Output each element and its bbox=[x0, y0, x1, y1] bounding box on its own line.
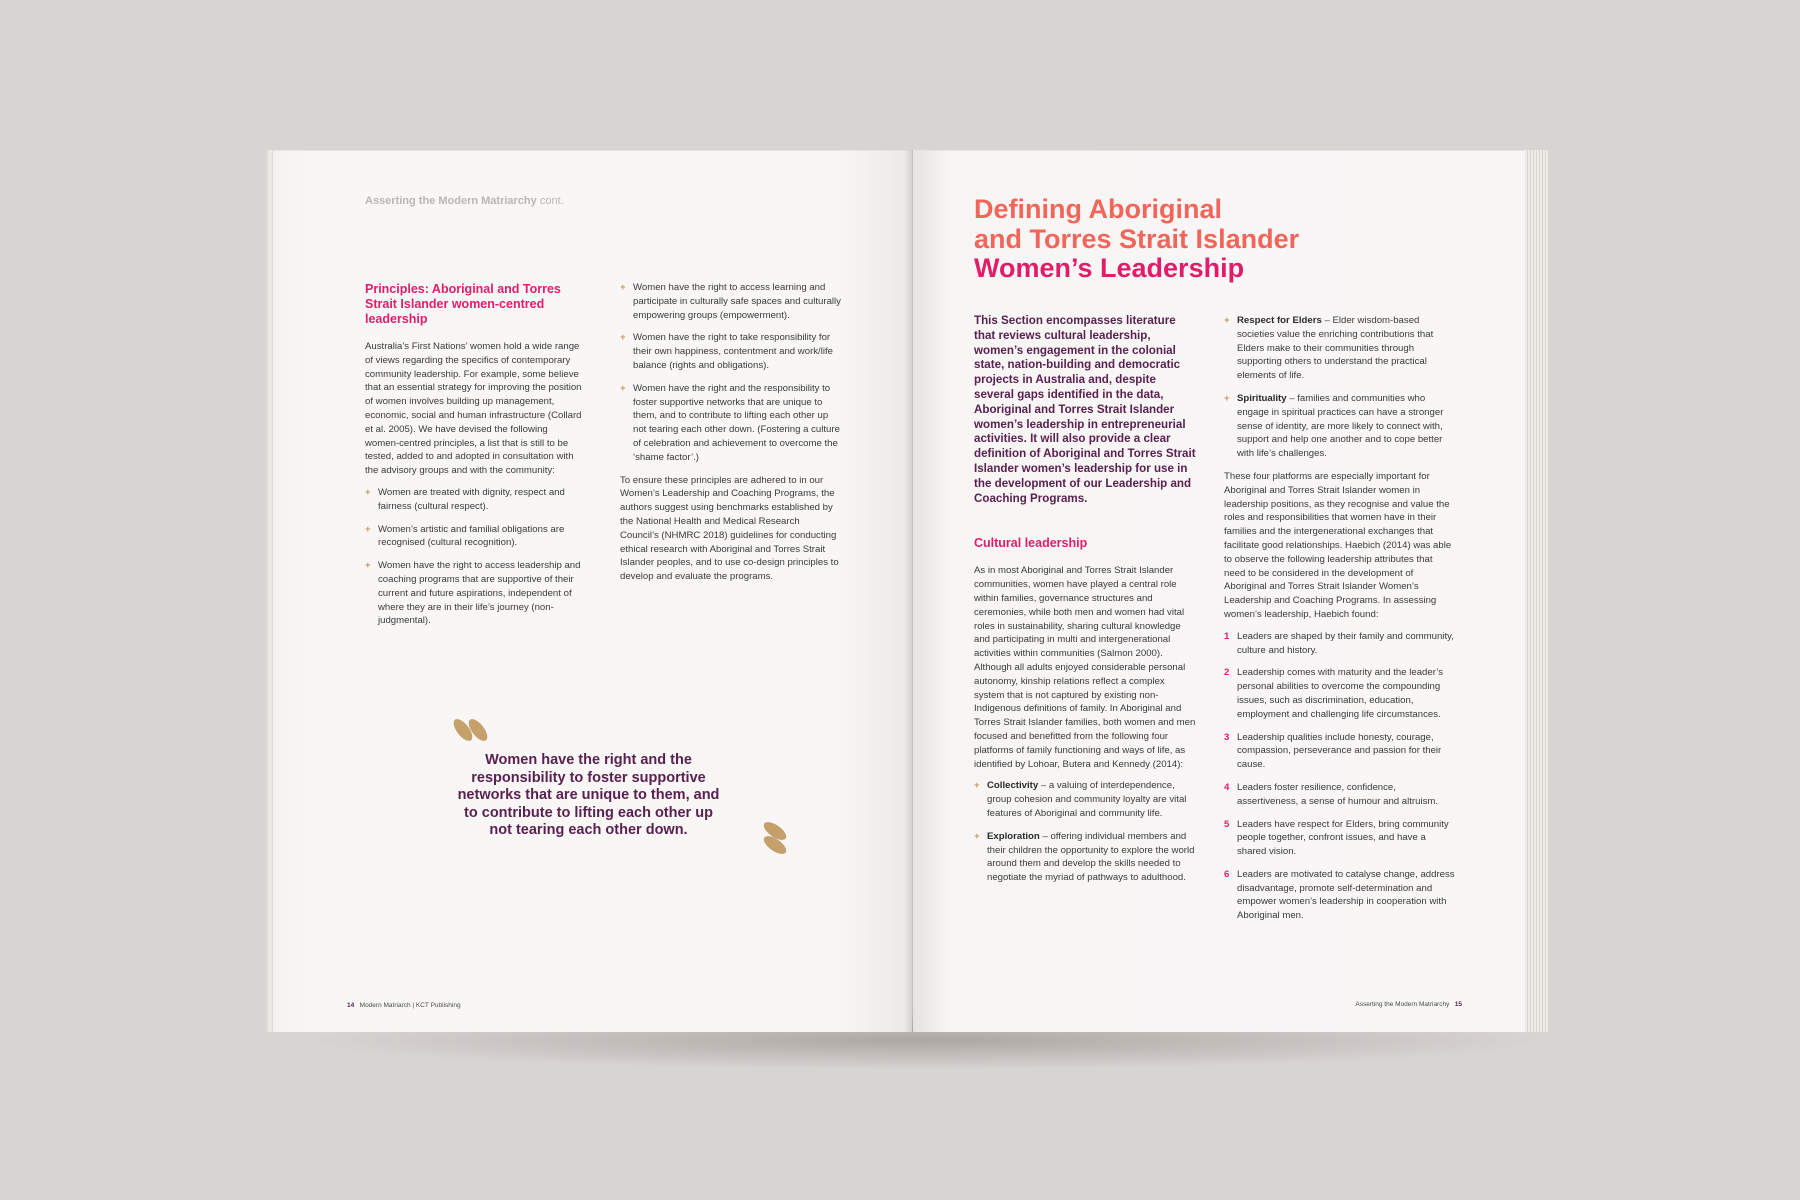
principles-list-2 bbox=[620, 281, 844, 465]
right-footer bbox=[1355, 1001, 1462, 1008]
list-item: 6 Leaders are motivated to catalyse change, address disadvantage, promote self-determination and empower women’s leadership in cooperation with Aboriginal men. bbox=[1224, 868, 1455, 922]
plus-sparkle-icon: + bbox=[365, 486, 371, 498]
attributes-list bbox=[1224, 630, 1456, 923]
list-item: 1 Leaders are shaped by their family and community, culture and history. bbox=[1224, 630, 1454, 656]
pull-quote: Women have the right and the responsibility to foster supportive networks that are unique to them, and to contribute to lifting each other up not tearing each other down. bbox=[457, 752, 720, 838]
list-item: 4 Leaders foster resilience, confidence, assertiveness, a sense of humour and altruism. bbox=[1224, 781, 1439, 807]
principles-heading: Principles: Aboriginal and Torres Strait Islander women-centred leadership bbox=[365, 282, 561, 326]
list-item: 5 Leaders have respect for Elders, bring community people together, confront issues, and have a shared vision. bbox=[1224, 818, 1449, 858]
plus-sparkle-icon: + bbox=[365, 560, 371, 572]
principles-list-1 bbox=[365, 486, 583, 628]
plus-sparkle-icon: + bbox=[1224, 315, 1230, 326]
list-item: + Women have the right and the responsibility to foster supportive networks that are unique to them, and to contribute to lifting each other up not tearing each other down. (Fostering a culture of celebration and achievement to overcome the ‘shame factor’.) bbox=[620, 382, 840, 463]
right-column-2 bbox=[1224, 314, 1456, 932]
list-item: + Collectivity – a valuing of interdependence, group cohesion and community loyalty are vital features of Aboriginal and community life. bbox=[974, 780, 1187, 819]
title-line-1: Defining Aboriginal bbox=[974, 194, 1222, 224]
plus-sparkle-icon: + bbox=[620, 382, 626, 394]
page-edges bbox=[1525, 150, 1549, 1032]
list-item: + Women are treated with dignity, respect and fairness (cultural respect). bbox=[365, 486, 565, 512]
title-line-2: and Torres Strait Islander bbox=[974, 223, 1300, 254]
plus-sparkle-icon: + bbox=[974, 780, 980, 792]
footer-text: Modern Matriarch | KCT Publishing bbox=[359, 1002, 461, 1009]
right-column-1 bbox=[974, 314, 1196, 894]
left-page bbox=[272, 150, 912, 1032]
list-item: + Exploration – offering individual members and their children the opportunity to explore the world around them and develop the skills needed to negotiate the myriad of pathways to adulthood. bbox=[974, 830, 1195, 884]
intro-paragraph: This Section encompasses literature that reviews cultural leadership, women’s engagement in the colonial state, nation-building and democratic projects in Australia and, despite several gaps identified in the data, Aboriginal and Torres Strait Islander women’s leadership in entrepreneurial activities. It will also provide a clear definition of Aboriginal and Torres Strait Islander women’s leadership for use in the development of our Leadership and Coaching Programs. bbox=[974, 314, 1196, 505]
list-item: + Women’s artistic and familial obligations are recognised (cultural recognition). bbox=[365, 523, 565, 549]
running-header: Asserting the Modern Matriarchy cont. bbox=[365, 195, 564, 207]
plus-sparkle-icon: + bbox=[1224, 392, 1230, 404]
platforms-paragraph: These four platforms are especially important for Aboriginal and Torres Strait Islander women in leadership positions, as they recognise and value the roles and responsibilities that women have in their families and the intergenerational exchanges that facilitate good relationships. Haebich (2014) was able to observe the following leadership attributes that need to be considered in the development of Aboriginal and Torres Strait Islander Women’s Leadership and Coaching Programs. In assessing women’s leadership, Haebich found: bbox=[1224, 470, 1452, 620]
principles-intro: Australia’s First Nations’ women hold a wide range of views regarding the specifics of contemporary community leadership. For example, some believe that an essential strategy for improving the position of women involves building up management, economic, social and human infrastructure (Collard et al. 2005). We have devised the following women-centred principles, a list that is still to be tested, added to and adopted in consultation with the advisory groups and with the community: bbox=[365, 341, 582, 477]
list-item: + Spirituality – families and communities who engage in spiritual practices can have a stronger sense of identity, are more likely to connect with, support and help one another and to cope better with life’s challenges. bbox=[1224, 392, 1444, 460]
plus-sparkle-icon: + bbox=[620, 282, 626, 293]
list-item: + Respect for Elders – Elder wisdom-based societies value the enriching contributions that Elders make to their communities through supporting others to understand the practical elements of life. bbox=[1224, 315, 1434, 382]
platforms-list-1 bbox=[974, 779, 1196, 885]
left-column-2 bbox=[620, 281, 844, 584]
right-page bbox=[913, 150, 1527, 1032]
plus-sparkle-icon: + bbox=[974, 830, 980, 842]
left-column-1 bbox=[365, 282, 583, 637]
list-item: 3 Leadership qualities include honesty, courage, compassion, perseverance and passion for their cause. bbox=[1224, 731, 1442, 771]
list-item: + Women have the right to take responsibility for their own happiness, contentment and work/life balance (rights and obligations). bbox=[620, 332, 833, 371]
cultural-heading: Cultural leadership bbox=[974, 536, 1088, 551]
page-number: 15 bbox=[1454, 1001, 1462, 1008]
platforms-list-2 bbox=[1224, 314, 1456, 461]
plus-sparkle-icon: + bbox=[620, 332, 626, 344]
plus-sparkle-icon: + bbox=[365, 523, 371, 535]
list-item: + Women have the right to access learning and participate in culturally safe spaces and culturally empowering groups (empowerment). bbox=[620, 282, 841, 321]
title-line-3: Women’s Leadership bbox=[974, 253, 1245, 283]
footer-text: Asserting the Modern Matriarchy bbox=[1355, 1001, 1450, 1008]
list-item: 2 Leadership comes with maturity and the leader’s personal abilities to overcome the compounding issues, such as discrimination, education, employment and challenging life circumstances. bbox=[1224, 667, 1444, 720]
page-number: 14 bbox=[347, 1002, 355, 1009]
page-title bbox=[974, 195, 1434, 284]
cultural-paragraph: As in most Aboriginal and Torres Strait Islander communities, women have played a central role within families, governance structures and ceremonies, while both men and women had vital roles in sustainability, sharing cultural knowledge and participating in multi and intergenerational activities within communities (Salmon 2000). Although all adults enjoyed considerable personal autonomy, kinship relations reflect a complex system that is not captured by existing non-Indigenous definitions of family. In Aboriginal and Torres Strait Islander families, both women and men focused and benefitted from the following four platforms of family functioning and ways of life, as identified by Lohoar, Butera and Kennedy (2014): bbox=[974, 565, 1196, 770]
list-item: + Women have the right to access leadership and coaching programs that are supportive of their current and future aspirations, independent of where they are in their life’s journey (non-judgmental). bbox=[365, 560, 581, 627]
ensure-paragraph: To ensure these principles are adhered to in our Women’s Leadership and Coaching Programs, the authors suggest using benchmarks established by the National Health and Medical Research Council’s (NHMRC 2018) guidelines for conducting ethical research with Aboriginal and Torres Strait Islander peoples, and to use co-design principles to develop and evaluate the programs. bbox=[620, 474, 839, 583]
left-footer bbox=[347, 1002, 461, 1009]
